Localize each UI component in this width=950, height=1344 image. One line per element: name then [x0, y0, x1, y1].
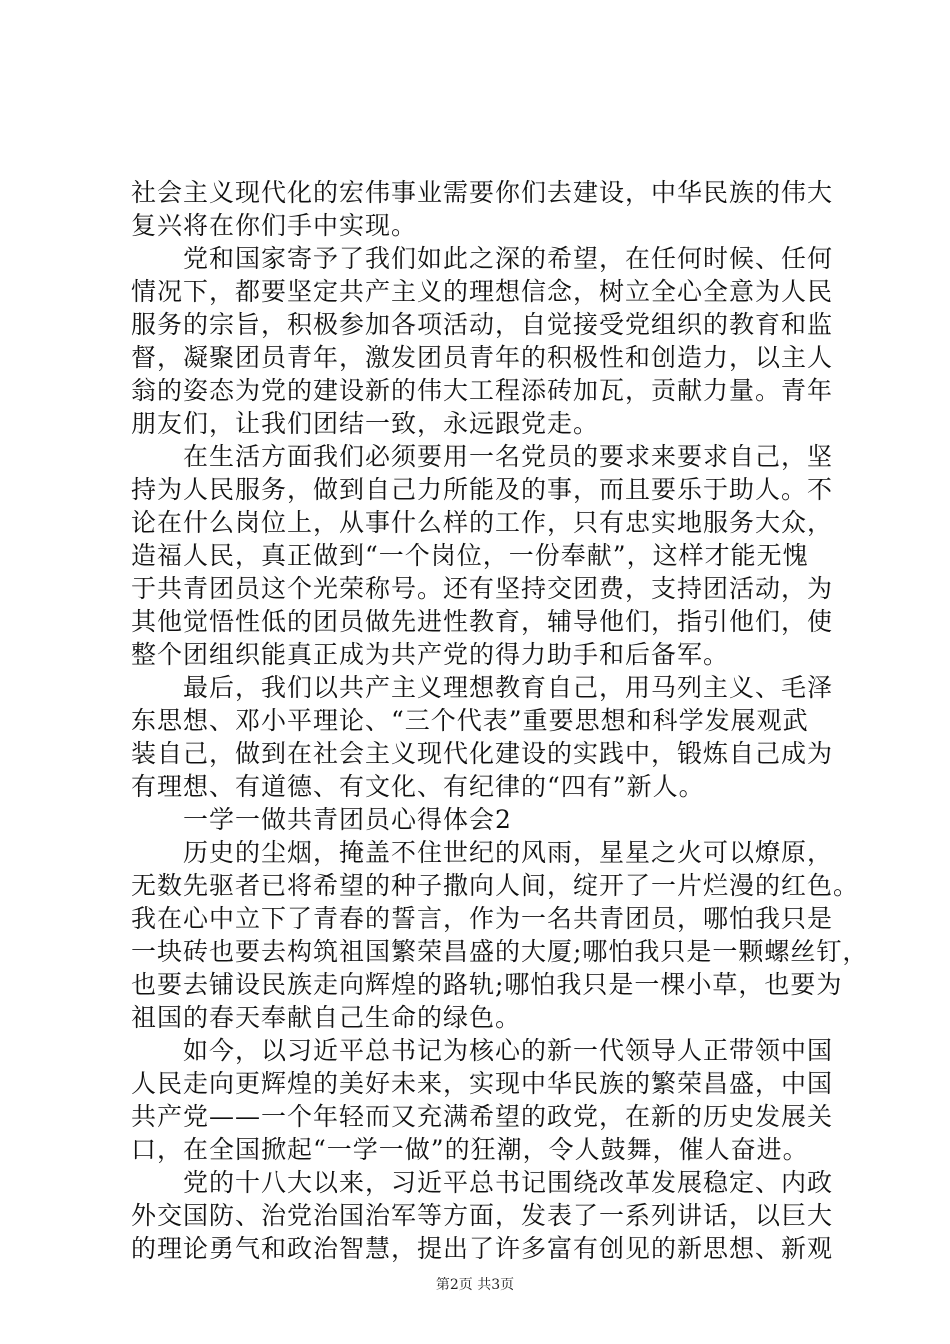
paragraph — [131, 440, 834, 671]
text-line: 东思想、邓小平理论、“三个代表”重要思想和科学发展观武 — [131, 706, 809, 735]
text-line: 一学一做共青团员心得体会2 — [183, 805, 512, 834]
text-line: 口，在全国掀起“一学一做”的狂潮，令人鼓舞，催人奋进。 — [131, 1135, 809, 1164]
text-line: 服务的宗旨，积极参加各项活动，自觉接受党组织的教育和监 — [131, 310, 834, 339]
text-line: 情况下，都要坚定共产主义的理想信念，树立全心全意为人民 — [131, 277, 834, 306]
paragraph — [131, 671, 834, 803]
text-line: 的理论勇气和政治智慧，提出了许多富有创见的新思想、新观 — [131, 1234, 834, 1263]
text-line: 持为人民服务，做到自己力所能及的事，而且要乐于助人。不 — [131, 475, 834, 504]
paragraph — [131, 1034, 834, 1166]
paragraph — [131, 836, 869, 1034]
text-line: 于共青团员这个光荣称号。还有坚持交团费，支持团活动，为 — [131, 574, 834, 603]
text-line: 人民走向更辉煌的美好未来，实现中华民族的繁荣昌盛，中国 — [131, 1069, 834, 1098]
text-line: 无数先驱者已将希望的种子撒向人间，绽开了一片烂漫的红色。 — [131, 871, 860, 900]
text-line: 督，凝聚团员青年，激发团员青年的积极性和创造力，以主人 — [131, 343, 834, 372]
text-line: 共产党——一个年轻而又充满希望的政党，在新的历史发展关 — [131, 1102, 834, 1131]
text-line: 也要去铺设民族走向辉煌的路轨;哪怕我只是一棵小草，也要为 — [131, 970, 843, 999]
paragraph — [131, 1166, 834, 1265]
text-line: 整个团组织能真正成为共产党的得力助手和后备军。 — [131, 640, 730, 669]
text-line: 其他觉悟性低的团员做先进性教育，辅导他们，指引他们，使 — [131, 607, 834, 636]
text-line: 党的十八大以来，习近平总书记围绕改革发展稳定、内政 — [183, 1168, 834, 1197]
text-line: 一块砖也要去构筑祖国繁荣昌盛的大厦;哪怕我只是一颗螺丝钉， — [131, 937, 869, 966]
text-line: 如今，以习近平总书记为核心的新一代领导人正带领中国 — [183, 1036, 834, 1065]
text-line: 外交国防、治党治国治军等方面，发表了一系列讲话，以巨大 — [131, 1201, 834, 1230]
paragraph — [131, 803, 831, 836]
text-line: 复兴将在你们手中实现。 — [131, 211, 418, 240]
text-line: 装自己，做到在社会主义现代化建设的实践中，锻炼自己成为 — [131, 739, 834, 768]
paragraph — [131, 242, 834, 440]
paragraph — [131, 176, 834, 242]
text-line: 我在心中立下了青春的誓言，作为一名共青团员，哪怕我只是 — [131, 904, 834, 933]
text-line: 历史的尘烟，掩盖不住世纪的风雨，星星之火可以燎原， — [183, 838, 834, 867]
document-body — [131, 176, 869, 1265]
text-line: 朋友们，让我们团结一致，永远跟党走。 — [131, 409, 600, 438]
text-line: 在生活方面我们必须要用一名党员的要求来要求自己，坚 — [183, 442, 834, 471]
text-line: 社会主义现代化的宏伟事业需要你们去建设，中华民族的伟大 — [131, 178, 834, 207]
text-line: 祖国的春天奉献自己生命的绿色。 — [131, 1003, 522, 1032]
text-line: 论在什么岗位上，从事什么样的工作，只有忠实地服务大众， — [131, 508, 834, 537]
text-line: 有理想、有道德、有文化、有纪律的“四有”新人。 — [131, 772, 705, 801]
text-line: 造福人民，真正做到“一个岗位，一份奉献”，这样才能无愧 — [131, 541, 809, 570]
text-line: 最后，我们以共产主义理想教育自己，用马列主义、毛泽 — [183, 673, 834, 702]
text-line: 翁的姿态为党的建设新的伟大工程添砖加瓦，贡献力量。青年 — [131, 376, 834, 405]
page-footer: 第2页 共3页 — [435, 1277, 515, 1293]
text-line: 党和国家寄予了我们如此之深的希望，在任何时候、任何 — [183, 244, 834, 273]
